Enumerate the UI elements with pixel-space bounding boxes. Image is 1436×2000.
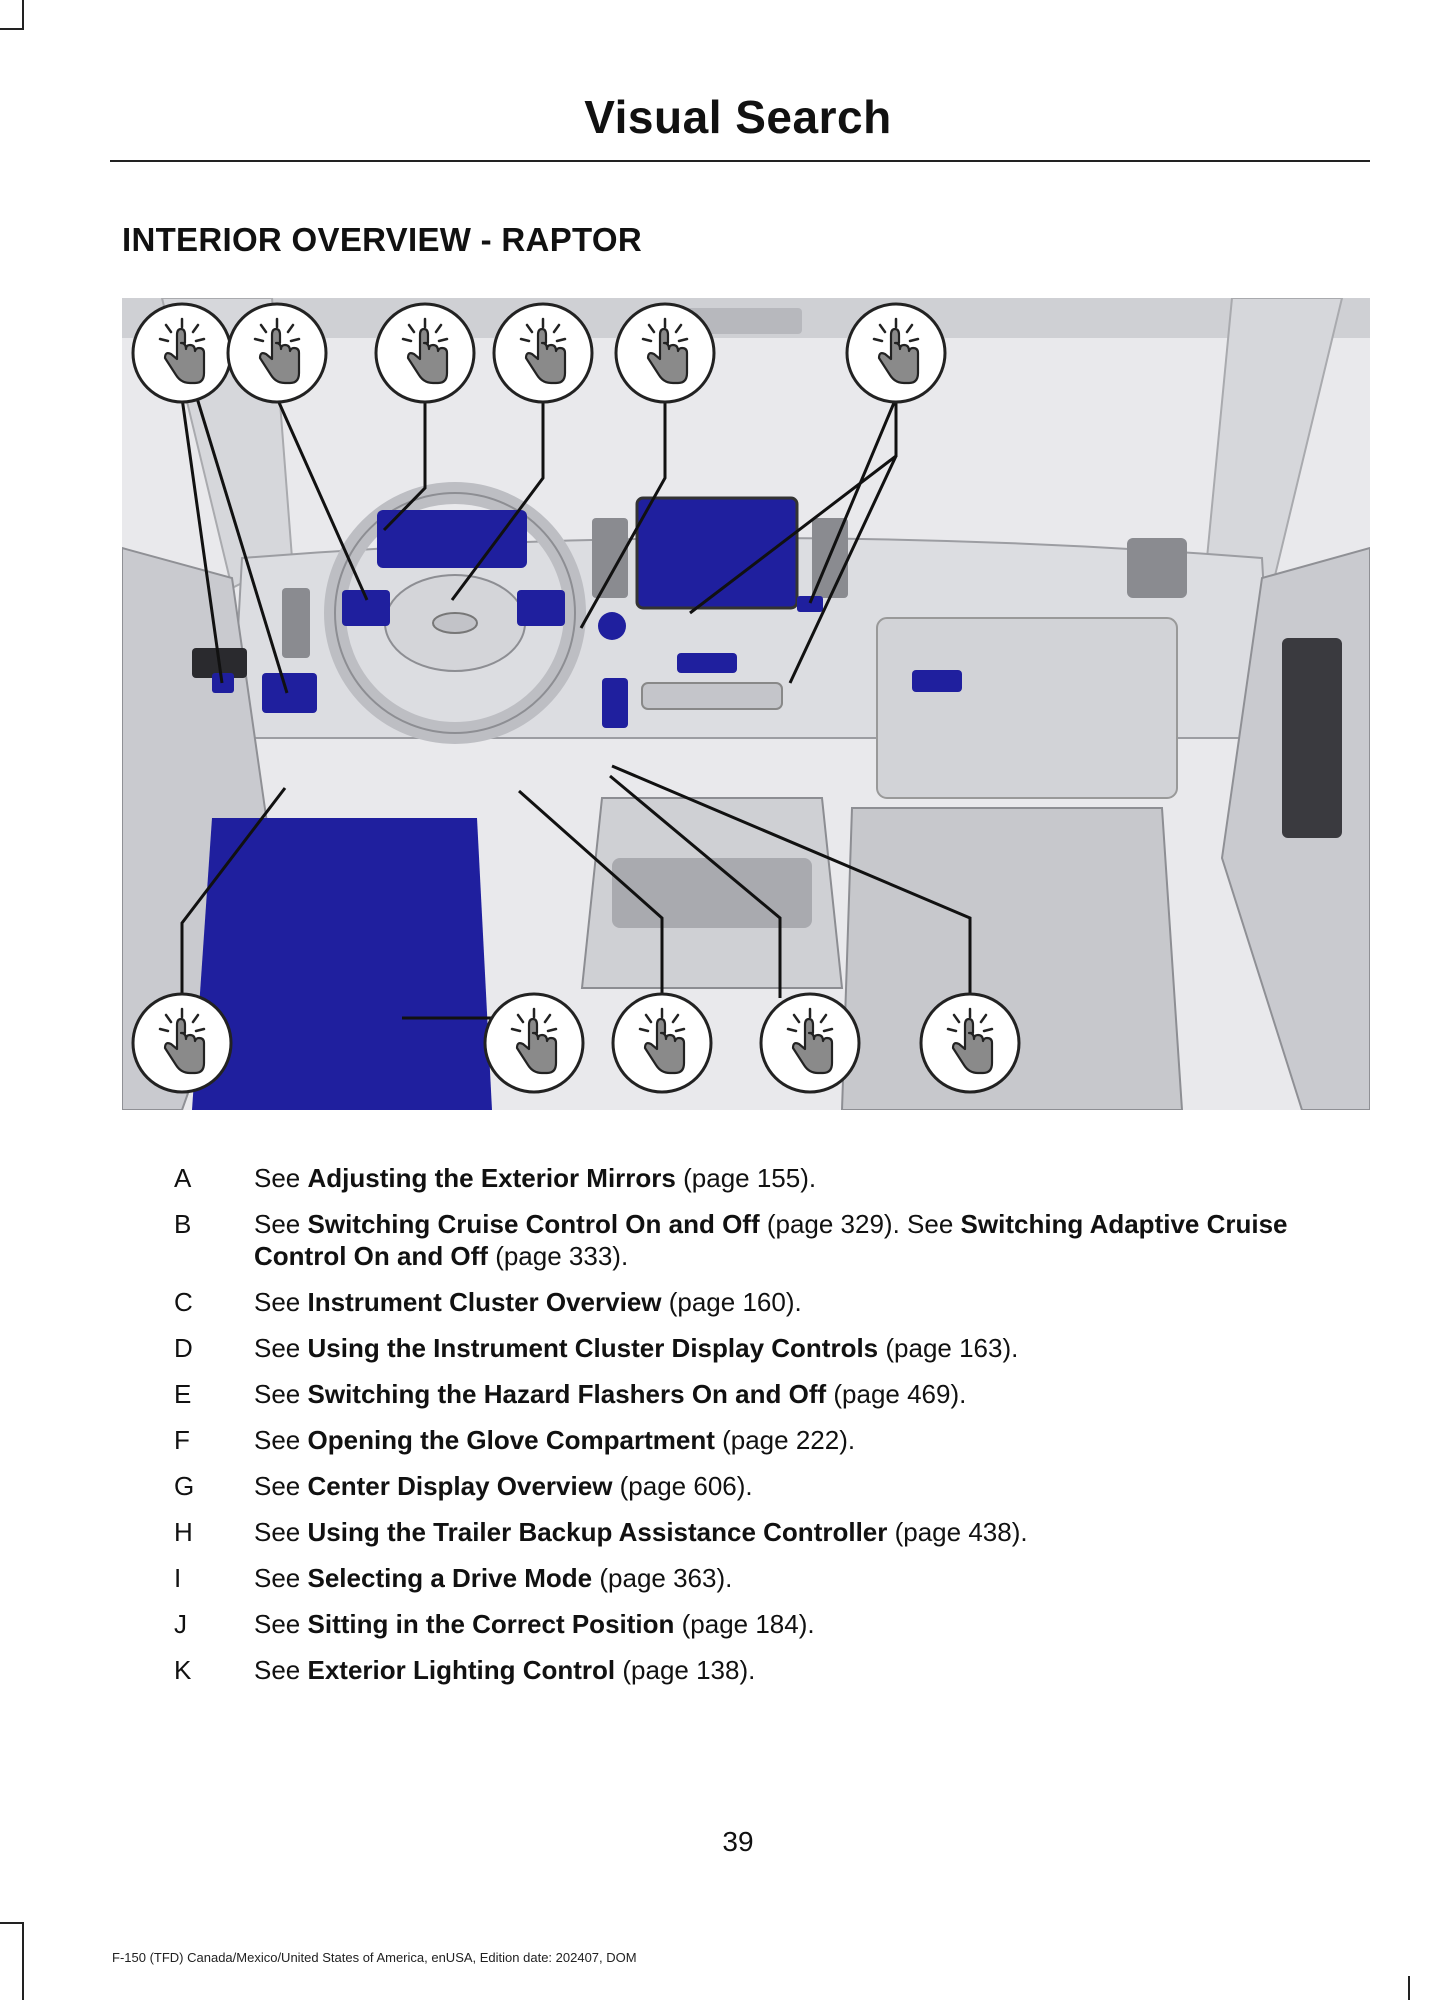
legend-link-title[interactable]: Switching the Hazard Flashers On and Off (307, 1379, 827, 1409)
legend-letter: J (174, 1609, 187, 1639)
legend-link-title[interactable]: Instrument Cluster Overview (307, 1287, 662, 1317)
legend-link-title[interactable]: Center Display Overview (307, 1471, 613, 1501)
legend-letter: K (174, 1655, 192, 1685)
legend-text: See Center Display Overview (page 606). (254, 1471, 753, 1501)
legend-link-title[interactable]: Selecting a Drive Mode (307, 1563, 593, 1593)
callout-h-touch-hand-icon (485, 994, 583, 1092)
legend-link-title[interactable]: Switching Cruise Control On and Off (307, 1209, 760, 1239)
legend-text: See Opening the Glove Compartment (page 222). (254, 1425, 856, 1455)
callout-f-touch-hand-icon (847, 304, 945, 402)
crop-mark-top-left-v (22, 0, 24, 28)
legend-letter: C (174, 1287, 193, 1317)
legend-letter: I (174, 1563, 182, 1593)
legend-link-title[interactable]: Using the Trailer Backup Assistance Controller (307, 1517, 888, 1547)
crop-mark-bottom-left-h (0, 1922, 24, 1924)
legend-text: See Switching the Hazard Flashers On and Off (page 469). (254, 1379, 967, 1409)
legend-text: See Exterior Lighting Control (page 138). (254, 1655, 756, 1685)
header-divider (110, 160, 1370, 162)
legend-text: See Using the Trailer Backup Assistance Controller (page 438). (254, 1517, 1028, 1547)
legend-letter: F (174, 1425, 190, 1455)
legend-text: See Switching Cruise Control On and Off (page 329). See Switching Adaptive Cruise Control On and Off (page 333). (254, 1209, 1288, 1271)
crop-mark-bottom-right-v (1408, 1976, 1410, 2000)
legend-text: See Selecting a Drive Mode (page 363). (254, 1563, 733, 1593)
page-header-title: Visual Search (584, 91, 892, 143)
legend-link-title[interactable]: Exterior Lighting Control (307, 1655, 616, 1685)
legend-letter: A (174, 1163, 192, 1193)
page-number: 39 (722, 1826, 754, 1857)
legend-link-title[interactable]: Using the Instrument Cluster Display Controls (307, 1333, 879, 1363)
legend-link-title[interactable]: Sitting in the Correct Position (307, 1609, 675, 1639)
crop-mark-bottom-left-v (22, 1922, 24, 2000)
callout-j-touch-hand-icon (761, 994, 859, 1092)
crop-mark-top-left-h (0, 28, 24, 30)
callout-a-touch-hand-icon (133, 304, 231, 402)
legend-link-title[interactable]: Adjusting the Exterior Mirrors (307, 1163, 676, 1193)
legend-letter: E (174, 1379, 192, 1409)
legend-letter: H (174, 1517, 193, 1547)
legend-text: See Instrument Cluster Overview (page 160). (254, 1287, 802, 1317)
interior-overview-figure (122, 298, 1370, 1110)
legend-text: See Sitting in the Correct Position (page 184). (254, 1609, 815, 1639)
section-title: INTERIOR OVERVIEW - RAPTOR (122, 221, 642, 258)
callout-b-touch-hand-icon (228, 304, 326, 402)
legend-text: See Using the Instrument Cluster Display Controls (page 163). (254, 1333, 1019, 1363)
legend-link-title[interactable]: Opening the Glove Compartment (307, 1425, 715, 1455)
callout-i-touch-hand-icon (613, 994, 711, 1092)
legend-text: See Adjusting the Exterior Mirrors (page 155). (254, 1163, 817, 1193)
interior-illustration (122, 298, 1370, 1110)
callout-g-touch-hand-icon (133, 994, 231, 1092)
legend-letter: G (174, 1471, 195, 1501)
legend-letter: B (174, 1209, 192, 1239)
callout-c-touch-hand-icon (376, 304, 474, 402)
legend-link-title-2[interactable]: Switching Adaptive Cruise Control On and Off (254, 1209, 1288, 1271)
legend-letter: D (174, 1333, 193, 1363)
callout-e-touch-hand-icon (616, 304, 714, 402)
callout-k-touch-hand-icon (921, 994, 1019, 1092)
document-footer: F-150 (TFD) Canada/Mexico/United States of America, enUSA, Edition date: 202407, DOM (112, 1950, 637, 1965)
callout-d-touch-hand-icon (494, 304, 592, 402)
